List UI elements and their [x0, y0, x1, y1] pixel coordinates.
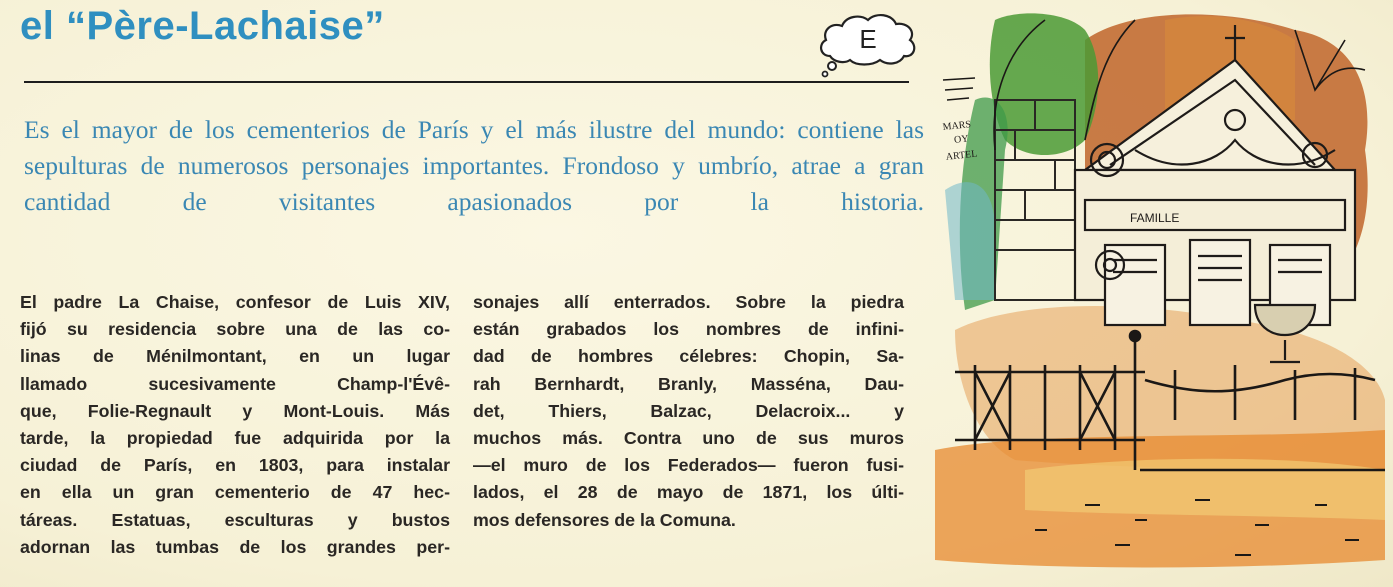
- text-line: ciudad de París, en 1803, para instalar: [20, 455, 450, 476]
- svg-text:MARS: MARS: [942, 119, 972, 133]
- title-rule: [24, 81, 909, 83]
- text-line: linas de Ménilmontant, en un lugar: [20, 346, 450, 367]
- svg-text:ARTEL: ARTEL: [945, 148, 978, 163]
- text-line: rah Bernhardt, Branly, Masséna, Dau-: [473, 373, 904, 394]
- text-line: dad de hombres célebres: Chopin, Sa-: [473, 346, 904, 367]
- text-line: táreas. Estatuas, esculturas y bustos: [20, 509, 450, 530]
- intro-paragraph: Es el mayor de los cementerios de París y el más ilustre del mundo: contiene las sepulturas de numerosos personajes importantes. Frondoso y umbrío, atrae a gran cantidad de visitantes apasionados por la historia.: [24, 115, 924, 216]
- section-badge: [816, 10, 920, 80]
- body-column-left: [20, 289, 450, 561]
- text-line: muchos más. Contra uno de sus muros: [473, 428, 904, 449]
- text-line: lados, el 28 de mayo de 1871, los últi-: [473, 482, 904, 503]
- text-line: llamado sucesivamente Champ-l'Évê-: [20, 373, 450, 394]
- text-line: en ella un gran cementerio de 47 hec-: [20, 482, 450, 503]
- squiggle-mark: [943, 78, 975, 100]
- text-line: —el muro de los Federados— fueron fusi-: [473, 455, 904, 476]
- text-line: tarde, la propiedad fue adquirida por la: [20, 428, 450, 449]
- tomb-inscription: FAMILLE: [1130, 211, 1180, 225]
- cemetery-illustration: [935, 0, 1385, 587]
- page-title: el “Père-Lachaise”: [20, 4, 385, 48]
- text-line: mos defensores de la Comuna.: [473, 509, 736, 530]
- text-line: sonajes allí enterrados. Sobre la piedra: [473, 292, 904, 312]
- svg-text:OY: OY: [953, 133, 970, 146]
- text-line: adornan las tumbas de los grandes per-: [20, 536, 450, 557]
- text-line: det, Thiers, Balzac, Delacroix... y: [473, 400, 904, 421]
- text-line: que, Folie-Regnault y Mont-Louis. Más: [20, 400, 450, 421]
- text-line: están grabados los nombres de infini-: [473, 319, 904, 340]
- badge-letter: E: [859, 24, 877, 54]
- body-column-right: [473, 289, 904, 534]
- text-line: fijó su residencia sobre una de las co-: [20, 319, 450, 340]
- text-line: El padre La Chaise, confesor de Luis XIV,: [20, 292, 450, 312]
